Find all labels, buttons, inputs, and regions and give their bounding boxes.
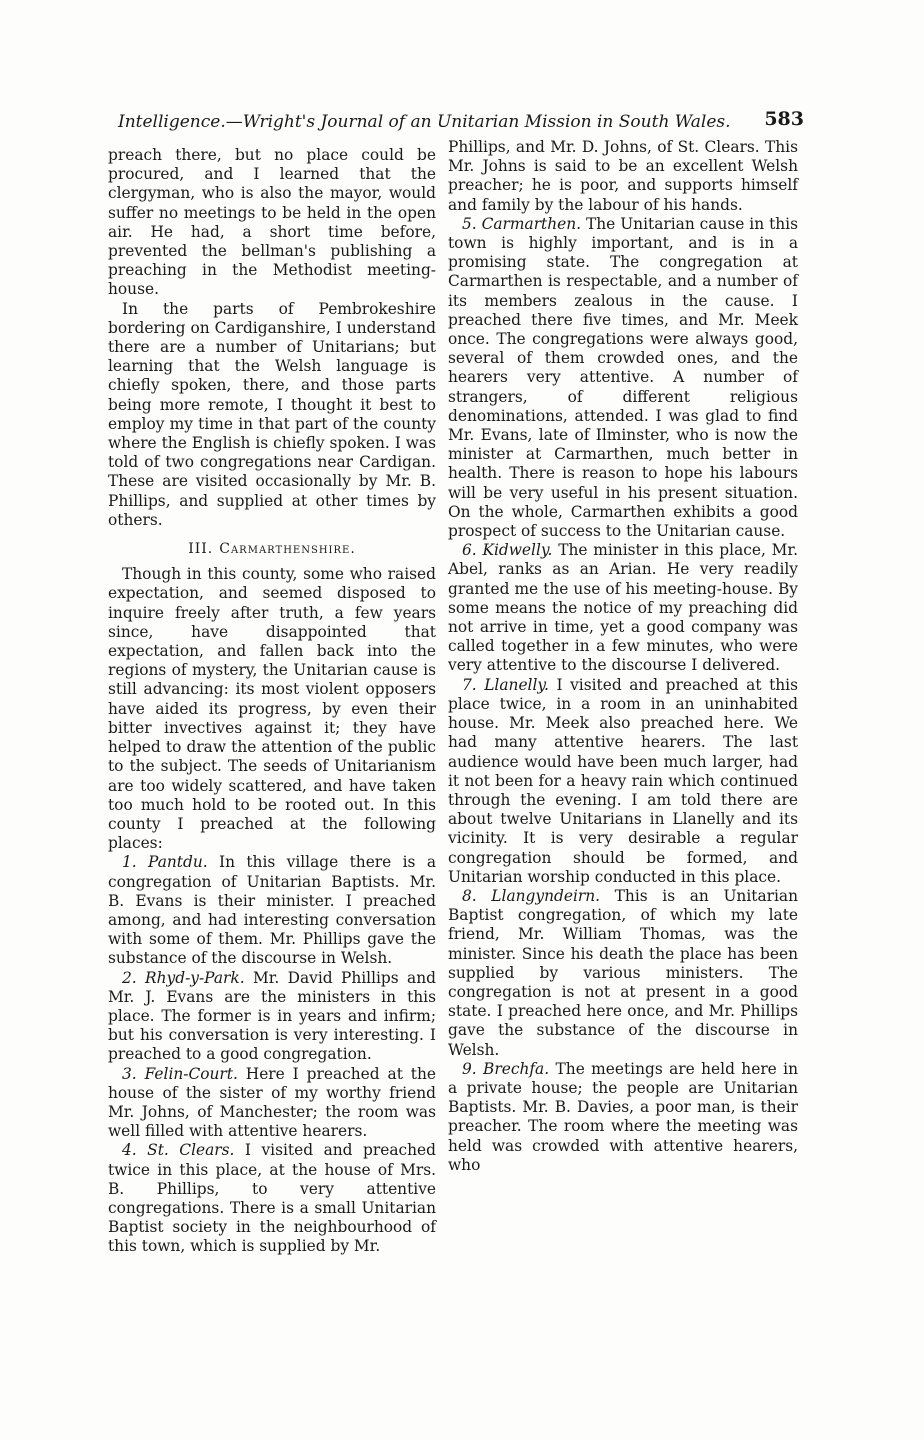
place-name: 4. St. Clears. (122, 1141, 235, 1160)
place-name: 3. Felin-Court. (122, 1064, 238, 1083)
list-item (108, 1141, 436, 1256)
item-text: Here I preached at the house of the sister of my worthy friend Mr. Johns, of Manchester; the room was well filled with attentive hearers. (108, 1064, 436, 1141)
item-text: I visited and preached at this place twice, in a room in an uninhabited house. Mr. Meek also preached here. We had many attentive hearers. The last audience would have been much larger, had it not been for a heavy rain which continued through the evening. I am told there are about twelve Unitarians in Llanelly and its vicinity. It is very desirable a regular congregation should be formed, and Unitarian worship conducted in this place. (448, 675, 798, 886)
place-name: 2. Rhyd-y-Park. (122, 968, 245, 987)
paragraph: Phillips, and Mr. D. Johns, of St. Clears. This Mr. Johns is said to be an excellent Welsh preacher; he is poor, and supports himself and family by the labour of his hands. (448, 138, 798, 214)
item-text: I visited and preached twice in this place, at the house of Mrs. B. Phillips, to very attentive congregations. There is a small Unitarian Baptist society in the neighbourhood of this town, which is supplied by Mr. (108, 1141, 436, 1256)
list-item (108, 969, 436, 1065)
place-name: 8. Llangyndeirn. (462, 886, 601, 905)
list-item (108, 1065, 436, 1142)
paragraph: In the parts of Pembrokeshire bordering on Cardiganshire, I understand there are a number of Unitarians; but learning that the Welsh language is chiefly spoken, there, and those parts being more remote, I thought it best to employ my time in that part of the county where the English is chiefly spoken. I was told of two congregations near Cardigan. These are visited occasionally by Mr. B. Phillips, and supplied at other times by others. (108, 299, 436, 529)
list-item (448, 541, 798, 675)
running-head (118, 108, 804, 132)
item-text: The minister in this place, Mr. Abel, ranks as an Arian. He very readily granted me the use of his meeting-house. By some means the notice of my preaching did not arrive in time, yet a good company was called together in a few minutes, who were very attentive to the discourse I delivered. (448, 541, 798, 675)
paragraph: preach there, but no place could be procured, and I learned that the clergyman, who is also the mayor, would suffer no meetings to be held in the open air. He had, a short time before, prevented the bellman's publishing a preaching in the Methodist meeting-house. (108, 146, 436, 299)
item-text: Mr. David Phillips and Mr. J. Evans are the ministers in this place. The former is in years and infirm; but his conversation is very interesting. I preached to a good congregation. (108, 968, 436, 1064)
page-number: 583 (764, 108, 804, 130)
place-name: 7. Llanelly. (462, 675, 549, 694)
place-name: 9. Brechfa. (462, 1059, 550, 1078)
place-name: 1. Pantdu. (122, 853, 208, 872)
item-text: The meetings are held here in a private house; the people are Unitarian Baptists. Mr. B. Davies, a poor man, is their preacher. The room where the meeting was held was crowded with attentive hearers, who (448, 1059, 798, 1174)
list-item (448, 676, 798, 887)
list-item (448, 215, 798, 541)
section-number: III. (188, 541, 214, 558)
right-column (448, 138, 798, 1175)
list-item (448, 1060, 798, 1175)
section-heading (108, 540, 436, 559)
paragraph: Though in this county, some who raised expectation, and seemed disposed to inquire freely after truth, a few years since, have disappointed that expectation, and fallen back into the regions of mystery, the Unitarian cause is still advancing: its most violent opposers have aided its progress, by even their bitter invectives against it; they have helped to draw the attention of the public to the subject. The seeds of Unitarianism are too widely scattered, and have taken too much hold to be rooted out. In this county I preached at the following places: (108, 565, 436, 853)
place-name: 5. Carmarthen. (462, 214, 582, 233)
list-item (448, 887, 798, 1060)
item-text: In this village there is a congregation of Unitarian Baptists. Mr. B. Evans is their minister. I preached among, and had interesting conversation with some of them. Mr. Phillips gave the substance of the discourse in Welsh. (108, 853, 436, 968)
running-title: Intelligence.—Wright's Journal of an Unitarian Mission in South Wales. (118, 112, 731, 132)
place-name: 6. Kidwelly. (462, 541, 553, 560)
item-text: The Unitarian cause in this town is highly important, and is in a promising state. The congregation at Carmarthen is respectable, and a number of its members zealous in the cause. I preached there five times, and Mr. Meek once. The congregations were always good, several of them crowded ones, and the hearers very attentive. A number of strangers, of different religious denominations, attended. I was glad to find Mr. Evans, late of Ilminster, who is now the minister at Carmarthen, much better in health. There is reason to hope his labours will be very useful in his present situation. On the whole, Carmarthen exhibits a good prospect of success to the Unitarian cause. (448, 214, 798, 541)
left-column (108, 146, 436, 1257)
section-title: Carmarthenshire. (219, 541, 356, 558)
item-text: This is an Unitarian Baptist congregation, of which my late friend, Mr. William Thomas, was the minister. Since his death the place has been supplied by various ministers. The congregation is not at present in a good state. I preached here once, and Mr. Phillips gave the substance of the discourse in Welsh. (448, 886, 798, 1059)
list-item (108, 853, 436, 968)
